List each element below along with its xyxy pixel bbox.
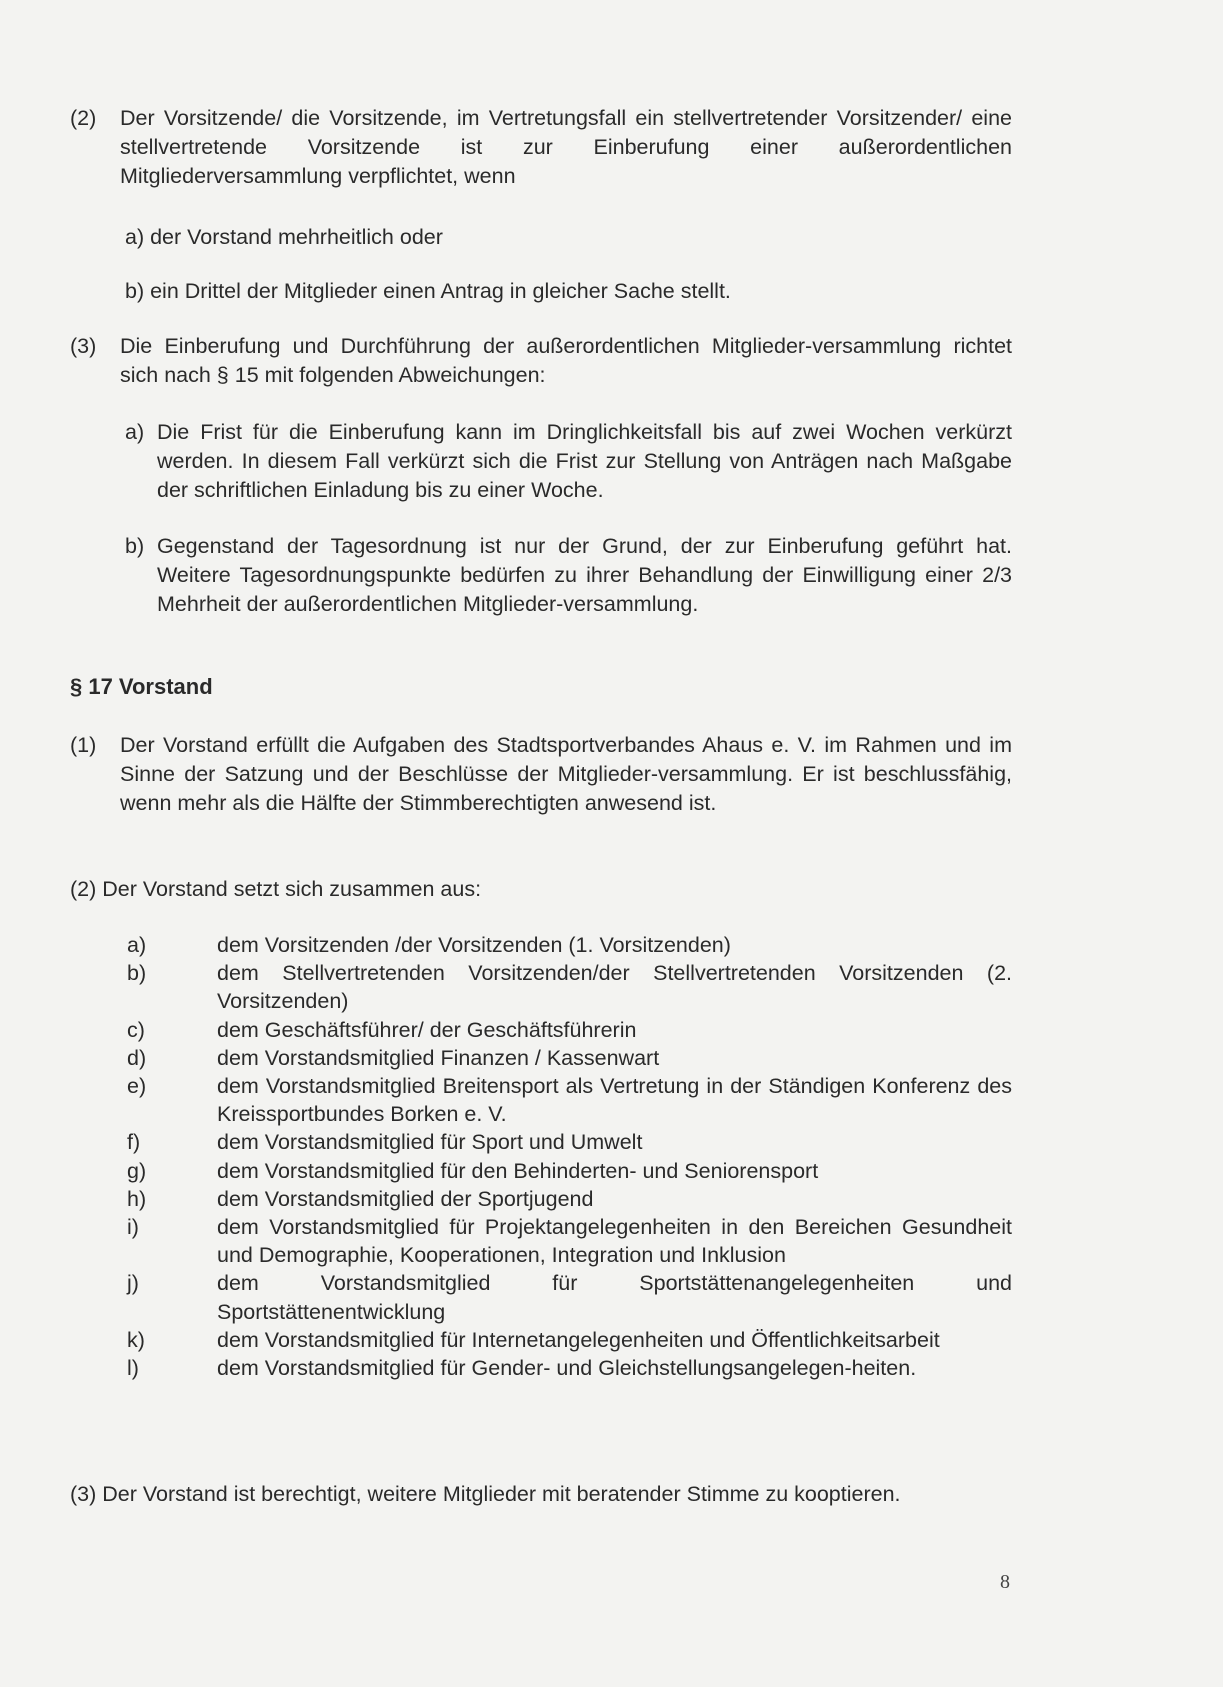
deviation-label: a): [125, 420, 145, 444]
paragraph-number: (3): [70, 334, 97, 358]
paragraph-text: Die Einberufung und Durchführung der außerordentlichen Mitglieder-versammlung richtet sich nach § 15 mit folgenden Abweichungen:: [120, 334, 1012, 387]
list-item-text: dem Vorstandsmitglied der Sportjugend: [217, 1186, 594, 1211]
list-item-label: k): [127, 1327, 145, 1352]
list-item-text: dem Vorsitzenden /der Vorsitzenden (1. Vorsitzenden): [217, 933, 731, 957]
page-number: 8: [1000, 1571, 1010, 1593]
list-item-label: g): [127, 1158, 147, 1183]
list-item-text: dem Vorstandsmitglied Finanzen / Kassenwart: [217, 1045, 660, 1070]
board-members-list: [127, 931, 1012, 1382]
list-item-label: c): [127, 1017, 145, 1042]
condition-text: b) ein Drittel der Mitglieder einen Antrag in gleicher Sache stellt.: [125, 279, 731, 303]
condition-a: [125, 223, 1012, 252]
list-item-label: a): [127, 933, 147, 957]
deviation-b: [125, 532, 1012, 619]
list-item-label: h): [127, 1186, 147, 1211]
paragraph-3: [70, 332, 1012, 390]
list-item-label: f): [127, 1130, 141, 1155]
list-item: [127, 931, 1012, 959]
paragraph-number: (2): [70, 106, 97, 130]
list-item: [127, 1326, 1012, 1354]
list-item: [127, 1269, 1012, 1325]
list-item: [127, 1354, 1012, 1382]
paragraph-text: (2) Der Vorstand setzt sich zusammen aus:: [70, 877, 482, 901]
list-item: [127, 1157, 1012, 1185]
list-item: [127, 1016, 1012, 1044]
paragraph-number: (1): [70, 733, 97, 757]
section17-paragraph-2: [70, 875, 1012, 904]
list-item: [127, 1185, 1012, 1213]
deviation-label: b): [125, 534, 145, 558]
list-item-label: l): [127, 1356, 139, 1381]
list-item-text: dem Geschäftsführer/ der Geschäftsführerin: [217, 1017, 637, 1042]
list-item-label: d): [127, 1045, 147, 1070]
list-item: [127, 1044, 1012, 1072]
section17-paragraph-1: [70, 731, 1012, 818]
list-item-label: e): [127, 1074, 147, 1099]
list-item-text: dem Vorstandsmitglied für Gender- und Gleichstellungsangelegen-heiten.: [217, 1356, 917, 1381]
deviation-a: [125, 418, 1012, 505]
list-item-text: dem Vorstandsmitglied für Projektangelegenheiten in den Bereichen Gesundheit und Demographie, Kooperationen, Integration und Inklusion: [217, 1215, 1012, 1268]
paragraph-text: Der Vorstand erfüllt die Aufgaben des Stadtsportverbandes Ahaus e. V. im Rahmen und im Sinne der Satzung und der Beschlüsse der Mitglieder-versammlung. Er ist beschlussfähig, wenn mehr als die Hälfte der Stimmberechtigten anwesend ist.: [120, 733, 1012, 815]
list-item: [127, 1128, 1012, 1156]
list-item-text: dem Vorstandsmitglied für Internetangelegenheiten und Öffentlichkeitsarbeit: [217, 1327, 940, 1352]
list-item-label: i): [127, 1215, 139, 1240]
paragraph-text: Der Vorsitzende/ die Vorsitzende, im Vertretungsfall ein stellvertretender Vorsitzender/ eine stellvertretende Vorsitzende ist zur Einberufung einer außerordentlichen Mitgliederversammlung verpflichtet, wenn: [120, 106, 1012, 188]
list-item: [127, 959, 1012, 1015]
list-item: [127, 1072, 1012, 1128]
condition-text: a) der Vorstand mehrheitlich oder: [125, 225, 443, 249]
list-item-text: dem Vorstandsmitglied für Sportstättenangelegenheiten und Sportstättenentwicklung: [217, 1271, 1012, 1324]
deviation-text: Gegenstand der Tagesordnung ist nur der Grund, der zur Einberufung geführt hat. Weitere Tagesordnungspunkte bedürfen zu ihrer Behandlung der Einwilligung einer 2/3 Mehrheit der außerordentlichen Mitglieder-versammlung.: [157, 534, 1012, 616]
paragraph-2: [70, 104, 1012, 191]
section17-paragraph-3: [70, 1480, 1012, 1509]
deviation-text: Die Frist für die Einberufung kann im Dringlichkeitsfall bis auf zwei Wochen verkürzt werden. In diesem Fall verkürzt sich die Frist zur Stellung von Anträgen nach Maßgabe der schriftlichen Einladung bis zu einer Woche.: [157, 420, 1012, 502]
condition-b: [125, 277, 1012, 306]
list-item-text: dem Vorstandsmitglied für Sport und Umwelt: [217, 1130, 643, 1155]
list-item-text: dem Stellvertretenden Vorsitzenden/der Stellvertretenden Vorsitzenden (2. Vorsitzenden): [217, 961, 1012, 1014]
list-item-label: b): [127, 961, 147, 986]
list-item-label: j): [127, 1271, 139, 1296]
list-item: [127, 1213, 1012, 1269]
list-item-text: dem Vorstandsmitglied für den Behinderten- und Seniorensport: [217, 1158, 819, 1183]
paragraph-text: (3) Der Vorstand ist berechtigt, weitere Mitglieder mit beratender Stimme zu kooptieren.: [70, 1482, 901, 1506]
list-item-text: dem Vorstandsmitglied Breitensport als Vertretung in der Ständigen Konferenz des Kreissportbundes Borken e. V.: [217, 1074, 1012, 1127]
section-heading: § 17 Vorstand: [70, 674, 213, 699]
